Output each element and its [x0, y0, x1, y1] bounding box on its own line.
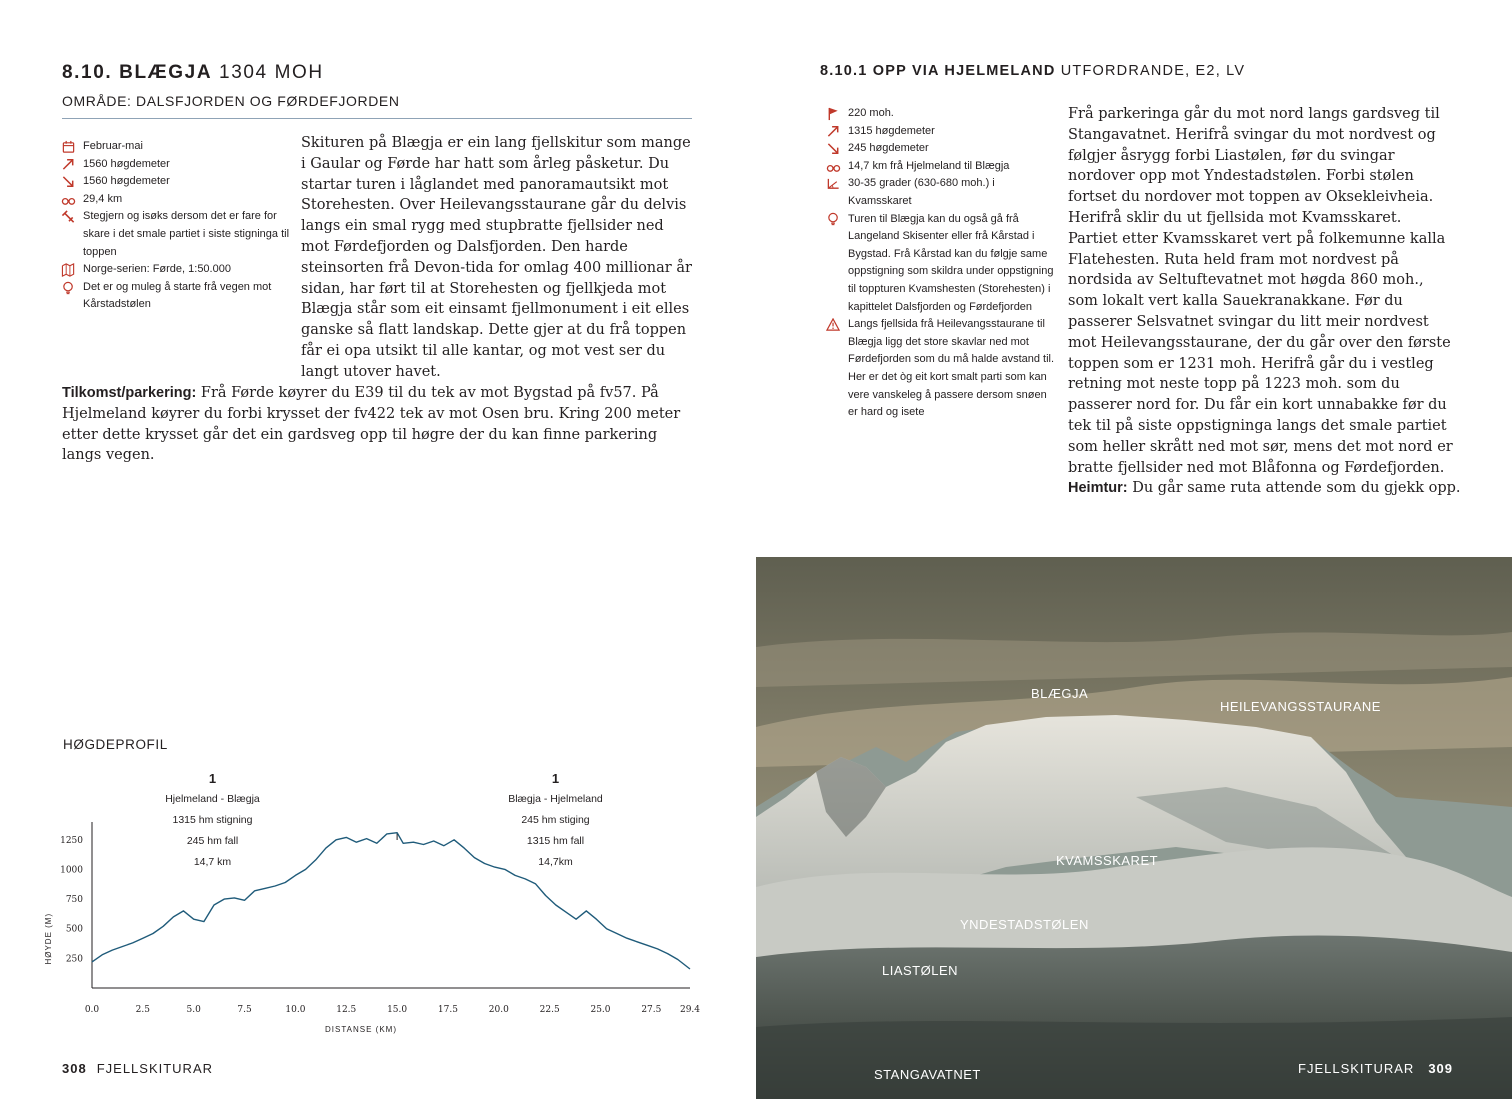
arrow-down-icon — [61, 173, 83, 191]
fact-text: Februar-mai — [83, 140, 143, 152]
fact-text: 14,7 km frå Hjelmeland til Blægja — [848, 159, 1010, 172]
binoculars-icon — [61, 191, 83, 209]
fact-item — [826, 175, 1058, 210]
stage-number: 1 — [208, 771, 217, 786]
arrow-down-icon — [826, 140, 848, 158]
warning-icon — [826, 316, 848, 334]
photo-label-stangavatnet: STANGAVATNET — [874, 1067, 981, 1082]
return-paragraph — [1068, 478, 1468, 499]
route-title — [820, 63, 1245, 79]
title-rule — [62, 118, 692, 119]
x-axis-label: DISTANSE (KM) — [325, 1025, 397, 1034]
x-tick-label: 15.0 — [387, 1005, 408, 1015]
fact-item — [61, 138, 291, 156]
access-text: Frå Førde køyrer du E39 til du tek av mot Bygstad på fv57. På Hjelmeland køyrer du forbi krysset der fv422 tek av mot Osen bru. Kring 200 meter etter dette krysset går det ein gardsveg opp til høgre der du kan finne parkering langs vegen. — [62, 385, 681, 464]
fact-item — [826, 158, 1058, 176]
y-tick-label: 250 — [65, 954, 83, 965]
calendar-icon — [61, 138, 83, 156]
fact-text: 245 høgdemeter — [848, 142, 929, 155]
x-tick-label: 0.0 — [84, 1005, 100, 1015]
binoculars-icon — [826, 158, 848, 176]
arrow-up-icon — [61, 156, 83, 174]
x-tick-label: 25.0 — [590, 1005, 611, 1015]
map-icon — [61, 261, 83, 279]
stage-ascent: 245 hm stiging — [521, 814, 590, 826]
route-number: 8.10.1 — [820, 63, 868, 79]
fact-item — [826, 316, 1058, 422]
photo-label-liastolen: LIASTØLEN — [882, 963, 959, 978]
y-axis-label: HØYDE (M) — [44, 912, 53, 965]
chapter-number: 8.10. — [62, 62, 113, 83]
x-tick-label: 10.0 — [285, 1005, 306, 1015]
y-tick-label: 750 — [65, 895, 83, 906]
return-text: Du går same ruta attende som du gjekk opp. — [1132, 480, 1461, 496]
chapter-height: 1304 MOH — [219, 62, 324, 83]
access-label: Tilkomst/parkering: — [62, 385, 197, 401]
footer-left — [62, 1061, 213, 1076]
crampon-icon — [61, 208, 83, 226]
stage-descent: 245 hm fall — [186, 835, 239, 847]
fact-item — [826, 211, 1058, 317]
x-tick-label: 22.5 — [539, 1005, 560, 1015]
stage-descent: 1315 hm fall — [526, 835, 585, 847]
chapter-area: OMRÅDE: DALSFJORDEN OG FØRDEFJORDEN — [62, 93, 400, 109]
x-tick-label: 5.0 — [186, 1005, 201, 1015]
stage-number: 1 — [551, 771, 560, 786]
route-difficulty: UTFORDRANDE, E2, LV — [1060, 63, 1246, 79]
chapter-name: BLÆGJA — [119, 62, 213, 83]
fact-item — [826, 140, 1058, 158]
x-tick-label: 7.5 — [237, 1005, 252, 1015]
fact-text: 1560 høgdemeter — [83, 175, 170, 188]
fact-item — [61, 208, 291, 261]
fact-item — [61, 261, 291, 279]
stage-distance: 14,7km — [538, 856, 573, 868]
x-tick-label: 17.5 — [437, 1005, 458, 1015]
photo-label-blaegja: BLÆGJA — [1031, 686, 1089, 701]
elevation-profile-chart — [40, 820, 720, 1045]
x-tick-label: 2.5 — [135, 1005, 151, 1015]
lightbulb-icon — [826, 211, 848, 229]
fact-item — [826, 123, 1058, 141]
y-tick-label: 1250 — [60, 835, 83, 846]
fact-text: Langs fjellsida frå Heilevangsstaurane til Blægja ligg det store skavlar ned mot Førdefjorden som du må halde avstand til. Her er det òg eit kort smalt parti som kan vere vanskeleg å passere dersom snøen er hard og isete — [848, 318, 1055, 419]
facts-list-left — [61, 138, 291, 314]
intro-text: Skituren på Blægja er ein lang fjellskitur som mange i Gaular og Førde har hatt som årleg påsketur. Du startar turen i låglandet med panoramautsikt mot Storehesten. Over Heilevangsstaurane går du delvis langs ein smal rygg med stupbratte fjellsider ned mot Førdefjorden og Dalsfjorden. Den harde steinsorten frå Devon-tida for omlag 400 millionar år sidan, har ført til at Storehesten og fjellkjeda mot Blægja står som eit einsamt fjellmonument i eit elles ganske så flatt landskap. Dette gjer at du frå toppen får ei opa utsikt til alle kantar, og mot vest ser du langt utover havet. — [301, 135, 692, 380]
fact-text: Turen til Blægja kan du også gå frå Langeland Skisenter eller frå Kårstad i Bygstad. Frå Kårstad kan du følgje same oppstigning som skildra under oppstigning til toppturen Kvamshesten (Storehesten) i kapittelet Dalsfjorden og Førdefjorden — [848, 212, 1054, 313]
arrow-up-icon — [826, 123, 848, 141]
fact-text: Det er og muleg å starte frå vegen mot Kårstadstølen — [83, 280, 272, 311]
angle-icon — [826, 175, 848, 193]
running-footer-right: FJELLSKITURAR — [1298, 1061, 1415, 1076]
access-paragraph — [62, 383, 698, 466]
photo-label-yndestadstolen: YNDESTADSTØLEN — [960, 917, 1089, 932]
fact-item — [61, 279, 291, 314]
x-tick-label: 12.5 — [336, 1005, 357, 1015]
stage-distance: 14,7 km — [193, 856, 232, 868]
fact-item — [61, 191, 291, 209]
fact-text: 1315 høgdemeter — [848, 124, 935, 137]
route-description: Frå parkeringa går du mot nord langs gardsveg til Stangavatnet. Herifrå svingar du mot nordvest og følgjer åsrygg forbi Liastølen, før du svingar nordover opp mot Yndestadstølen. Forbi stølen fortset du nordover mot toppen av Oksekleivheia. Herifrå sklir du ut fjellsida mot Kvamsskaret. Partiet etter Kvamsskaret vert på folkemunne kalla Flatehesten. Ruta held fram mot nordvest på nordsida av Seltuftevatnet mot høgda 860 moh., som lokalt vert kalla Sauekranakkane. Før du passerer Selsvatnet svingar du litt meir nordvest mot Heilevangsstaurane, der du går over den første toppen som er 1231 moh. Herifrå går du i vestleg retning mot neste topp på 1223 moh. som du passerer nord for. Du får ein kort unnabakke før du tek til på siste oppstigninga langs det smale partiet som heller skrått ned mot sør, mens det mot nord er bratte fjellsider ned mot Blåfonna og Førdefjorden. — [1068, 106, 1453, 476]
x-tick-label: 27.5 — [641, 1005, 662, 1015]
y-tick-label: 500 — [65, 924, 83, 935]
page-number-left: 308 — [62, 1061, 87, 1076]
fact-item — [61, 156, 291, 174]
fact-item — [61, 173, 291, 191]
running-footer-left: FJELLSKITURAR — [96, 1061, 214, 1076]
mountain-landscape-image — [756, 557, 1512, 1099]
chapter-title — [62, 62, 324, 84]
flag-icon — [826, 105, 848, 123]
page-number-right: 309 — [1428, 1061, 1454, 1076]
elevation-line — [92, 833, 690, 969]
mountain-photo — [756, 557, 1512, 1099]
fact-text: 29,4 km — [83, 192, 123, 205]
profile-title: HØGDEPROFIL — [63, 737, 168, 752]
x-tick-label: 29.4 — [679, 1005, 701, 1015]
fact-text: Norge-serien: Førde, 1:50.000 — [83, 263, 231, 276]
fact-text: 1560 høgdemeter — [83, 157, 170, 170]
route-name: OPP VIA HJELMELAND — [872, 63, 1056, 79]
footer-right — [1298, 1061, 1453, 1076]
stage-ascent: 1315 hm stigning — [172, 814, 253, 826]
fact-item — [826, 105, 1058, 123]
photo-label-kvamsskaret: KVAMSSKARET — [1056, 853, 1159, 868]
fact-text: 30-35 grader (630-680 moh.) i Kvamsskaret — [848, 177, 995, 207]
fact-text: Stegjern og isøks dersom det er fare for skare i det smale partiet i siste stigninga til toppen — [83, 210, 290, 258]
photo-label-heilevangsstaurane: HEILEVANGSSTAURANE — [1220, 699, 1381, 714]
y-tick-label: 1000 — [60, 865, 83, 876]
stage-name: Blægja - Hjelmeland — [508, 793, 603, 805]
return-label: Heimtur: — [1068, 480, 1128, 496]
x-tick-label: 20.0 — [488, 1005, 509, 1015]
fact-text: 220 moh. — [848, 107, 894, 119]
facts-list-right — [826, 105, 1058, 422]
lightbulb-icon — [61, 279, 83, 297]
stage-name: Hjelmeland - Blægja — [165, 793, 260, 805]
